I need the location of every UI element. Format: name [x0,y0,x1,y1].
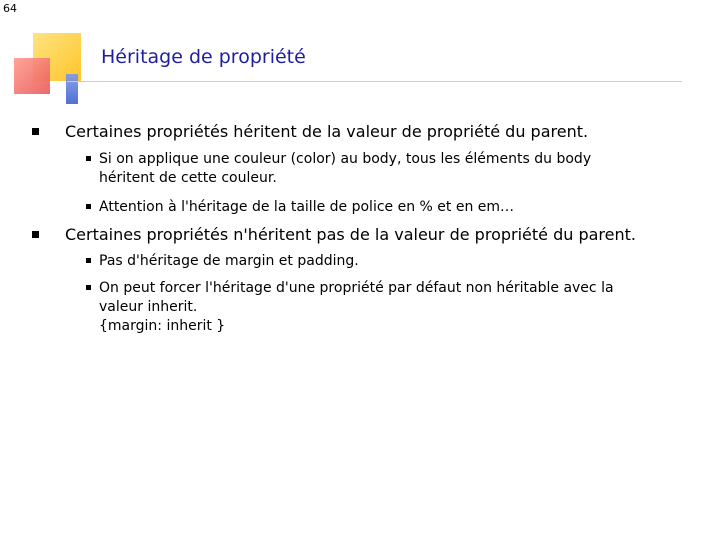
square-bullet-icon [32,128,39,135]
page-number: 64 [3,2,17,15]
bullet-2-text: Certaines propriétés n'héritent pas de la valeur de propriété du parent. [65,225,636,244]
square-bullet-icon [86,204,91,209]
bullet-2-sub-1-text: Pas d'héritage de margin et padding. [99,253,359,269]
bullet-1-text: Certaines propriétés héritent de la valeur de propriété du parent. [65,122,589,141]
square-bullet-icon [32,231,39,238]
square-bullet-icon [86,258,91,263]
decorative-squares-graphic [0,0,110,110]
bullet-1-sub-1-text: Si on applique une couleur (color) au body, tous les éléments du body héritent de cette couleur. [99,151,592,186]
title-divider [67,81,682,82]
bullet-2-sub-2-text: On peut forcer l'héritage d'une propriété par défaut non héritable avec la valeur inherit. {margin: inherit } [99,280,614,334]
slide-title: Héritage de propriété [101,46,306,68]
square-bullet-icon [86,156,91,161]
square-bullet-icon [86,285,91,290]
bullet-1-sub-2-text: Attention à l'héritage de la taille de police en % et en em… [99,199,515,215]
